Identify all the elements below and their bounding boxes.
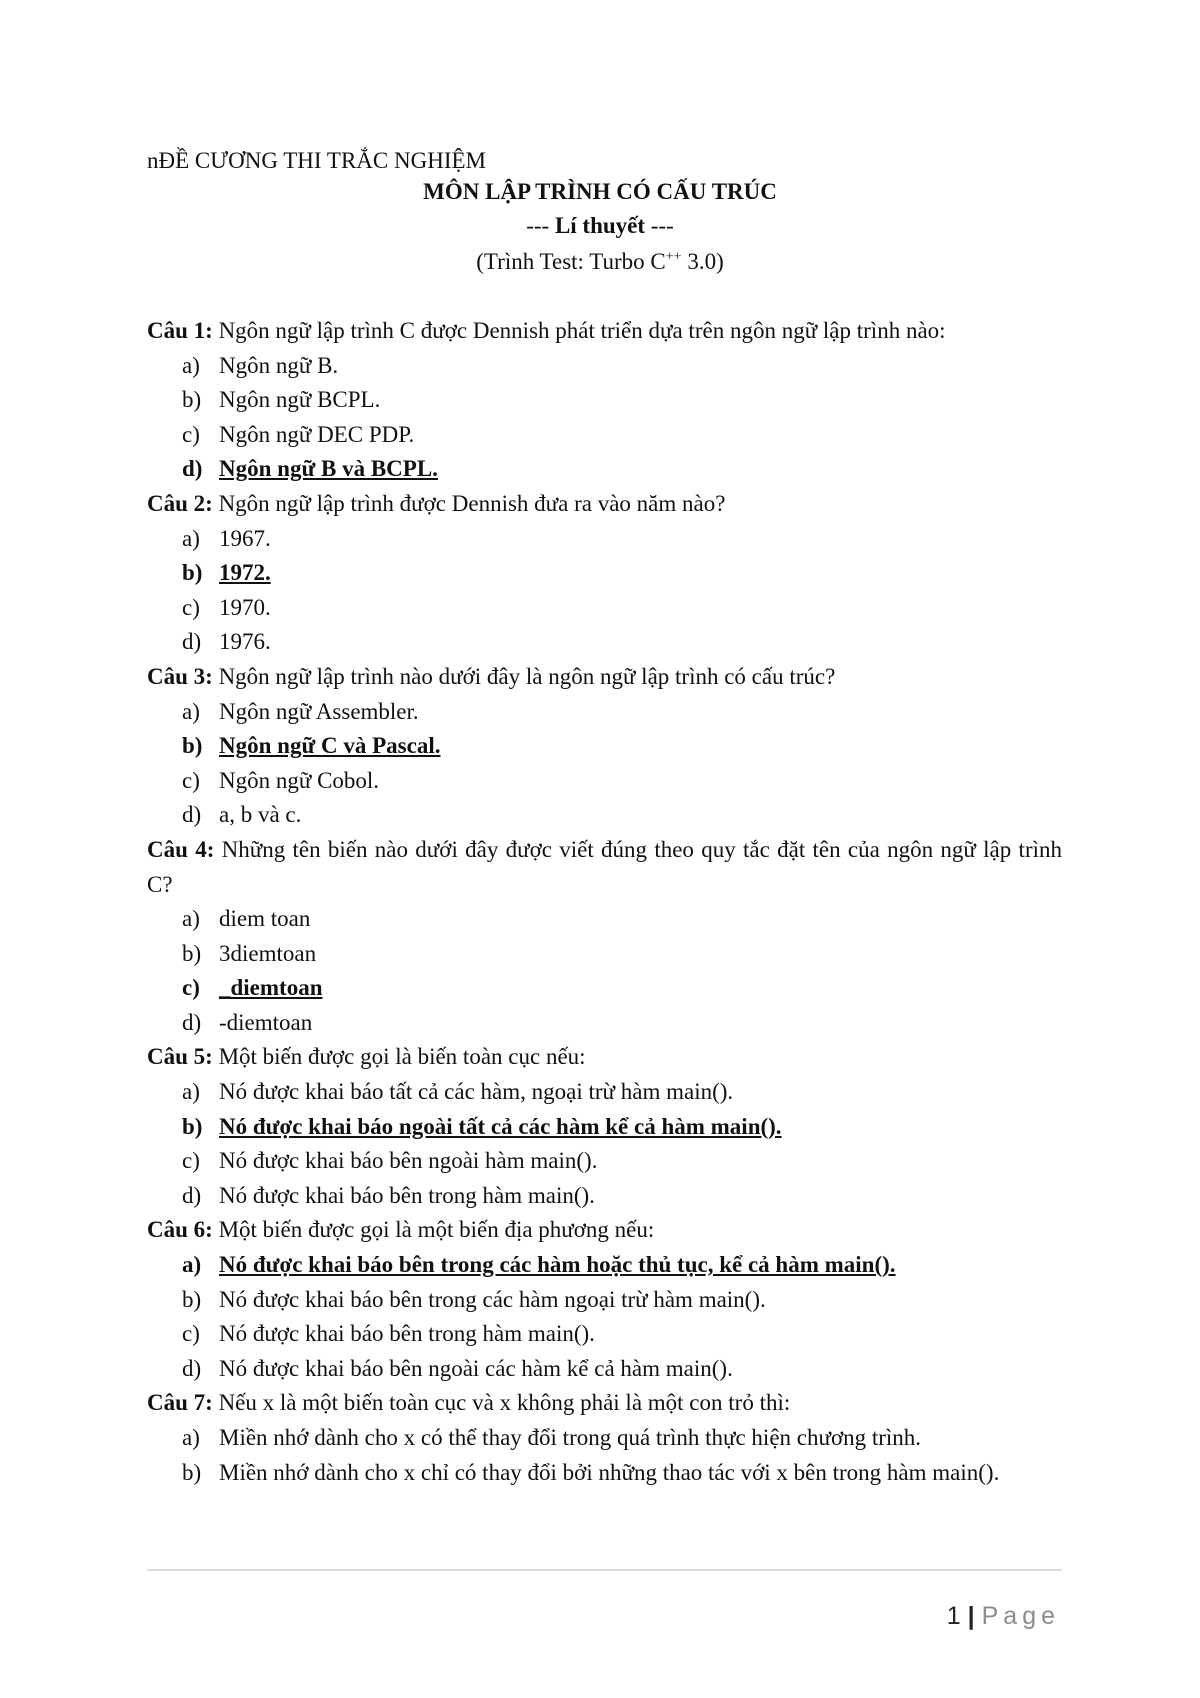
question xyxy=(147,833,1062,902)
answer-option xyxy=(147,418,1062,453)
section-subtitle xyxy=(0,210,1200,242)
answer-option-correct xyxy=(147,729,1062,764)
option-text: 1976. xyxy=(219,629,271,655)
question-number: Câu 3: xyxy=(147,663,213,689)
option-letter: c) xyxy=(182,421,200,447)
question xyxy=(147,314,1062,349)
option-text: 1972. xyxy=(219,560,271,586)
option-letter: d) xyxy=(182,456,203,482)
answer-option xyxy=(147,1179,1062,1214)
option-text: Nó được khai báo tất cả các hàm, ngoại trừ hàm main(). xyxy=(219,1079,734,1105)
question-text: Ngôn ngữ lập trình C được Dennish phát triển dựa trên ngôn ngữ lập trình nào: xyxy=(212,318,946,343)
option-text: Ngôn ngữ BCPL. xyxy=(219,387,381,413)
answer-option xyxy=(147,1075,1062,1110)
question-text: Ngôn ngữ lập trình nào dưới đây là ngôn ngữ lập trình có cấu trúc? xyxy=(212,663,836,689)
option-text: Nó được khai báo bên trong hàm main(). xyxy=(219,1182,595,1208)
answer-options xyxy=(147,522,1062,660)
option-letter: a) xyxy=(182,525,200,551)
test-superscript: ++ xyxy=(665,249,682,265)
option-letter: a) xyxy=(182,1252,202,1278)
footer-divider xyxy=(147,1569,1062,1571)
option-letter: b) xyxy=(182,1459,202,1485)
option-letter: c) xyxy=(182,1321,200,1347)
option-text: Miền nhớ dành cho x có thể thay đổi trong quá trình thực hiện chương trình. xyxy=(219,1425,922,1450)
answer-option xyxy=(147,1283,1062,1318)
option-text: a, b và c. xyxy=(219,802,302,828)
option-letter: b) xyxy=(182,733,203,759)
question-text: Nếu x là một biến toàn cục và x không phải là một con trỏ thì: xyxy=(212,1390,791,1416)
course-title: MÔN LẬP TRÌNH CÓ CẤU TRÚC xyxy=(423,179,777,204)
option-letter: d) xyxy=(182,1182,202,1208)
option-text: 1967. xyxy=(219,525,271,551)
option-text: 1970. xyxy=(219,594,271,620)
answer-option xyxy=(147,1456,1062,1491)
option-letter: b) xyxy=(182,387,202,413)
test-environment xyxy=(0,246,1200,278)
option-letter: c) xyxy=(182,1148,200,1174)
question-number: Câu 4: xyxy=(147,836,215,862)
question xyxy=(147,660,1062,695)
answer-options xyxy=(147,902,1062,1040)
footer-separator: | xyxy=(967,1602,975,1630)
answer-option xyxy=(147,1352,1062,1387)
answer-options xyxy=(147,1421,1062,1490)
option-text: Miền nhớ dành cho x chỉ có thay đổi bởi những thao tác với x bên trong hàm main(). xyxy=(219,1459,1000,1485)
test-prefix: (Trình Test: Turbo C xyxy=(476,249,666,274)
option-letter: b) xyxy=(182,1113,203,1139)
answer-option xyxy=(147,591,1062,626)
subtitle-prefix: --- xyxy=(526,213,555,238)
test-suffix: 3.0) xyxy=(681,249,724,274)
answer-options xyxy=(147,349,1062,487)
question-number: Câu 1: xyxy=(147,318,213,343)
option-text: -diemtoan xyxy=(219,1009,313,1035)
question xyxy=(147,487,1062,522)
question-text: Một biến được gọi là biến toàn cục nếu: xyxy=(212,1044,586,1070)
option-text: Nó được khai báo bên ngoài hàm main(). xyxy=(219,1148,598,1174)
option-text: Ngôn ngữ DEC PDP. xyxy=(219,421,415,447)
option-letter: d) xyxy=(182,1355,202,1381)
answer-option xyxy=(147,1006,1062,1041)
page-footer xyxy=(947,1602,1060,1631)
question-text: Ngôn ngữ lập trình được Dennish đưa ra vào năm nào? xyxy=(212,490,726,516)
option-text: Ngôn ngữ B và BCPL. xyxy=(219,456,438,482)
option-text: Nó được khai báo bên trong các hàm hoặc thủ tục, kể cả hàm main(). xyxy=(219,1252,896,1278)
page-number: 1 xyxy=(946,1602,961,1630)
option-letter: d) xyxy=(182,629,202,655)
option-letter: b) xyxy=(182,1286,202,1312)
document-heading: nĐỀ CƯƠNG THI TRẮC NGHIỆM xyxy=(147,148,486,173)
question-number: Câu 6: xyxy=(147,1217,213,1243)
answer-option xyxy=(147,695,1062,730)
answer-option xyxy=(147,1421,1062,1456)
question-number: Câu 7: xyxy=(147,1390,213,1416)
option-letter: a) xyxy=(182,352,200,378)
question xyxy=(147,1040,1062,1075)
option-letter: a) xyxy=(182,1079,200,1105)
question-list xyxy=(147,314,1062,1490)
question-text: Một biến được gọi là một biến địa phương nếu: xyxy=(212,1217,655,1243)
answer-option xyxy=(147,902,1062,937)
option-text: Nó được khai báo bên trong hàm main(). xyxy=(219,1321,595,1347)
page-label: Page xyxy=(981,1602,1060,1630)
answer-option-correct xyxy=(147,971,1062,1006)
subtitle-suffix: --- xyxy=(645,213,674,238)
answer-option xyxy=(147,798,1062,833)
answer-option-correct xyxy=(147,1248,1062,1283)
option-text: 3diemtoan xyxy=(219,940,317,966)
option-text: Ngôn ngữ Assembler. xyxy=(219,698,419,724)
option-letter: a) xyxy=(182,698,200,724)
question xyxy=(147,1386,1062,1421)
option-letter: c) xyxy=(182,594,200,620)
option-text: Ngôn ngữ Cobol. xyxy=(219,767,380,793)
option-letter: b) xyxy=(182,940,202,966)
question xyxy=(147,1213,1062,1248)
option-letter: c) xyxy=(182,975,200,1001)
answer-options xyxy=(147,695,1062,833)
option-text: Nó được khai báo bên ngoài các hàm kể cả hàm main(). xyxy=(219,1355,733,1381)
option-letter: b) xyxy=(182,560,203,586)
option-letter: a) xyxy=(182,906,200,932)
answer-option xyxy=(147,625,1062,660)
answer-options xyxy=(147,1248,1062,1386)
answer-option xyxy=(147,937,1062,972)
option-text: Ngôn ngữ C và Pascal. xyxy=(219,733,441,759)
question-number: Câu 5: xyxy=(147,1044,213,1070)
option-text: Nó được khai báo bên trong các hàm ngoại trừ hàm main(). xyxy=(219,1286,766,1312)
option-text: Ngôn ngữ B. xyxy=(219,352,339,378)
answer-option xyxy=(147,764,1062,799)
answer-options xyxy=(147,1075,1062,1213)
option-text: _diemtoan xyxy=(219,975,323,1001)
answer-option-correct xyxy=(147,1110,1062,1145)
option-text: Nó được khai báo ngoài tất cả các hàm kể cả hàm main(). xyxy=(219,1113,782,1139)
answer-option xyxy=(147,383,1062,418)
option-letter: d) xyxy=(182,802,202,828)
answer-option-correct xyxy=(147,556,1062,591)
option-letter: a) xyxy=(182,1425,200,1450)
option-letter: d) xyxy=(182,1009,202,1035)
option-letter: c) xyxy=(182,767,200,793)
answer-option-correct xyxy=(147,452,1062,487)
answer-option xyxy=(147,1317,1062,1352)
option-text: diem toan xyxy=(219,906,311,932)
question-number: Câu 2: xyxy=(147,490,213,516)
subtitle-bold: Lí thuyết xyxy=(554,213,646,238)
answer-option xyxy=(147,1144,1062,1179)
answer-option xyxy=(147,349,1062,384)
question-text: Những tên biến nào dưới đây được viết đúng theo quy tắc đặt tên của ngôn ngữ lập trình C? xyxy=(147,836,1062,897)
answer-option xyxy=(147,522,1062,557)
